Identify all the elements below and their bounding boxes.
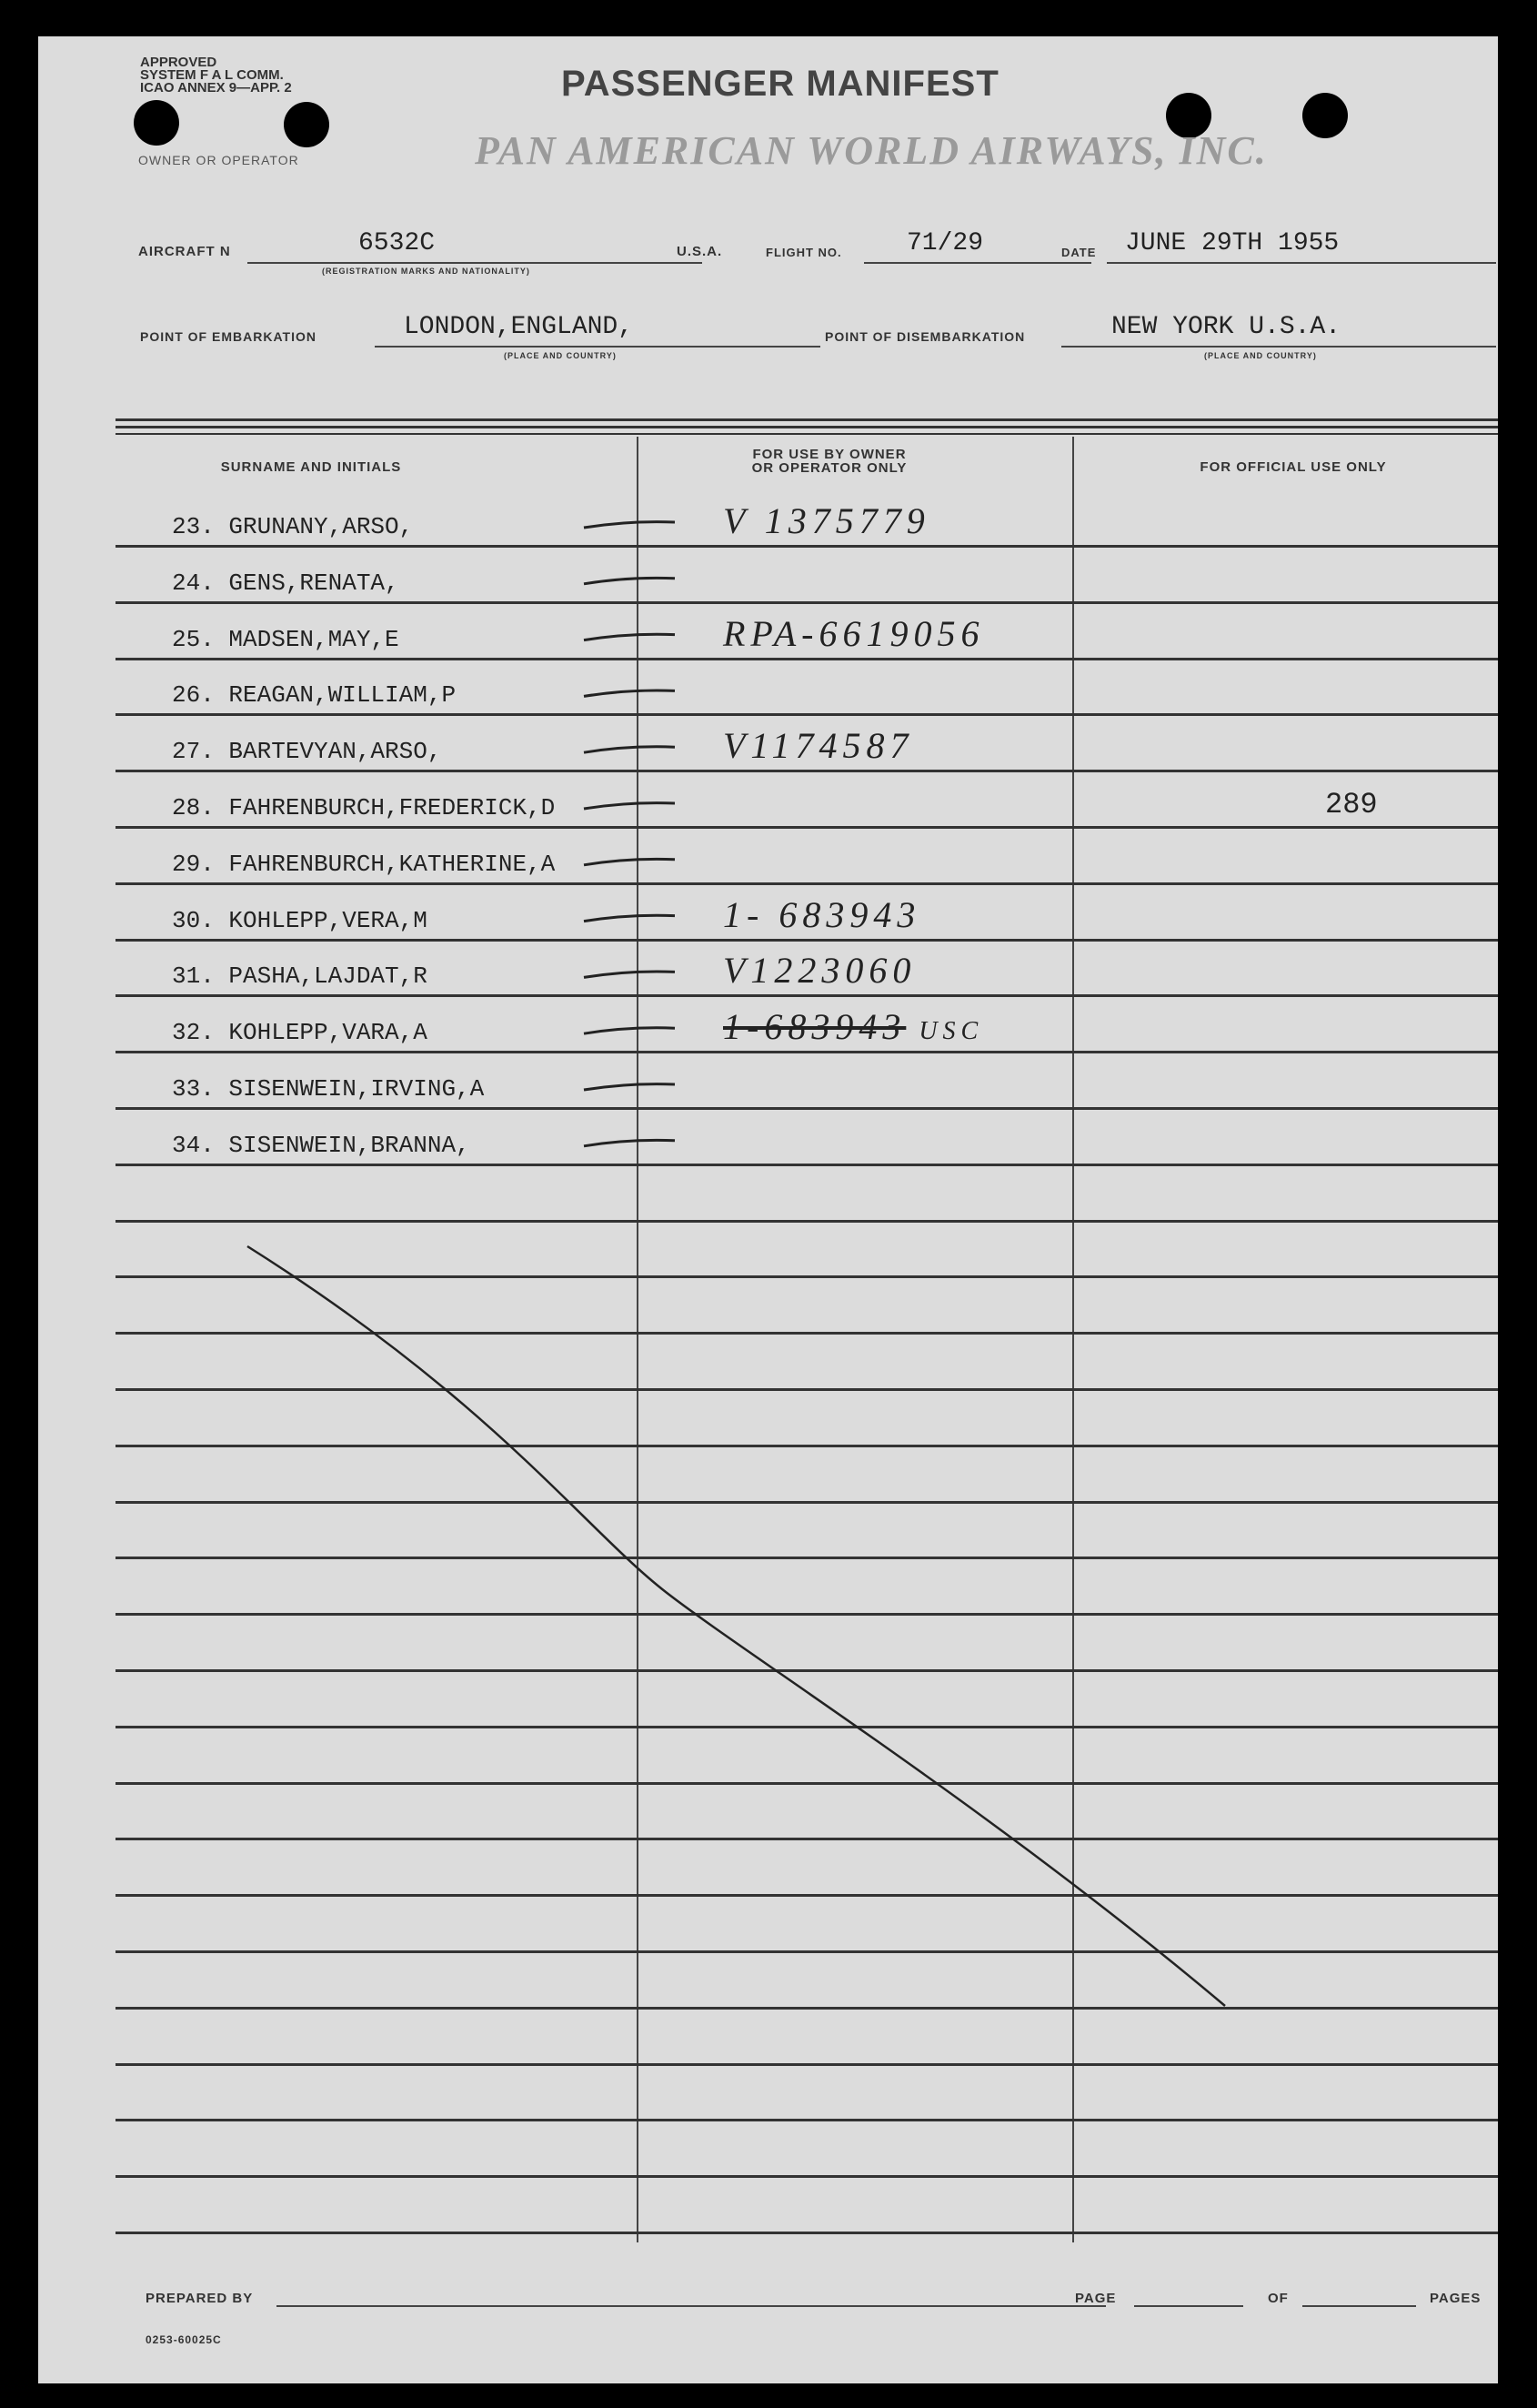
check-dash-mark [584,859,675,864]
check-dash-mark [584,1140,675,1145]
diagonal-cross-out-line [247,1246,1225,2006]
document-number: RPA-6619056 [723,612,985,654]
approval-line: APPROVED [140,55,217,70]
passenger-name: 32. KOHLEPP,VARA,A [172,1019,427,1047]
of-underline [1302,2305,1416,2307]
citizenship-note: USC [919,1017,984,1046]
page-title: PASSENGER MANIFEST [561,64,1000,104]
flight-value: 71/29 [907,229,984,257]
passenger-name: 31. PASHA,LAJDAT,R [172,962,427,991]
column-header-surname: SURNAME AND INITIALS [220,459,402,475]
check-dash-mark [584,578,675,583]
owner-label: OWNER OR OPERATOR [138,153,299,167]
handwritten-marks [38,36,1498,2383]
passenger-name: 30. KOHLEPP,VERA,M [172,906,427,934]
passenger-name: 34. SISENWEIN,BRANNA, [172,1131,470,1159]
check-dash-mark [584,634,675,640]
flight-label: FLIGHT NO. [766,246,842,259]
official-note: 289 [1325,788,1378,821]
of-label: OF [1268,2291,1289,2306]
column-header-owner-use-line: OR OPERATOR ONLY [751,460,908,476]
document-number: V1223060 [723,950,917,992]
disembarkation-value: NEW YORK U.S.A. [1111,313,1341,341]
passenger-name: 24. GENS,RENATA, [172,569,399,597]
check-dash-mark [584,1028,675,1033]
embarkation-caption: (PLACE AND COUNTRY) [504,351,617,360]
column-header-official: FOR OFFICIAL USE ONLY [1200,459,1387,475]
document-number: V1174587 [723,725,914,767]
check-dash-mark [584,915,675,921]
date-label: DATE [1061,246,1097,259]
passenger-name: 26. REAGAN,WILLIAM,P [172,681,457,710]
aircraft-caption: (REGISTRATION MARKS AND NATIONALITY) [322,267,530,276]
usa-label: U.S.A. [677,244,723,259]
check-dash-mark [584,972,675,977]
embarkation-label: POINT OF EMBARKATION [140,329,316,344]
passenger-name: 29. FAHRENBURCH,KATHERINE,A [172,850,556,878]
manifest-sheet [38,36,1498,2383]
document-number: 1-683943 [723,1006,907,1048]
disembarkation-caption: (PLACE AND COUNTRY) [1204,351,1317,360]
aircraft-label: AIRCRAFT N [138,244,231,259]
passenger-name: 33. SISENWEIN,IRVING,A [172,1075,485,1103]
embarkation-value: LONDON,ENGLAND, [404,313,634,341]
disembarkation-label: POINT OF DISEMBARKATION [825,329,1026,344]
approval-line: ICAO ANNEX 9—APP. 2 [140,80,292,96]
check-dash-mark [584,747,675,752]
passenger-name: 28. FAHRENBURCH,FREDERICK,D [172,794,556,821]
aircraft-value: 6532C [358,229,436,257]
passenger-name: 27. BARTEVYAN,ARSO, [172,738,442,766]
check-dash-mark [584,690,675,696]
prepared-by-underline [276,2305,1106,2307]
check-dash-mark [584,522,675,528]
passenger-name: 25. MADSEN,MAY,E [172,625,399,653]
airline-name: PAN AMERICAN WORLD AIRWAYS, INC. [475,128,1268,173]
document-number: 1- 683943 [723,893,921,935]
date-value: JUNE 29TH 1955 [1125,229,1340,257]
passenger-name: 23. GRUNANY,ARSO, [172,513,414,540]
pages-label: PAGES [1430,2291,1482,2306]
form-number: 0253-60025C [146,2333,222,2346]
page-label: PAGE [1075,2291,1117,2306]
document-number: V 1375779 [723,500,930,541]
approval-line: SYSTEM F A L COMM. [140,67,284,83]
prepared-by-label: PREPARED BY [146,2291,254,2306]
column-header-owner-use-line: FOR USE BY OWNER [752,447,907,462]
check-dash-mark [584,803,675,809]
page-underline [1134,2305,1243,2307]
check-dash-mark [584,1084,675,1090]
